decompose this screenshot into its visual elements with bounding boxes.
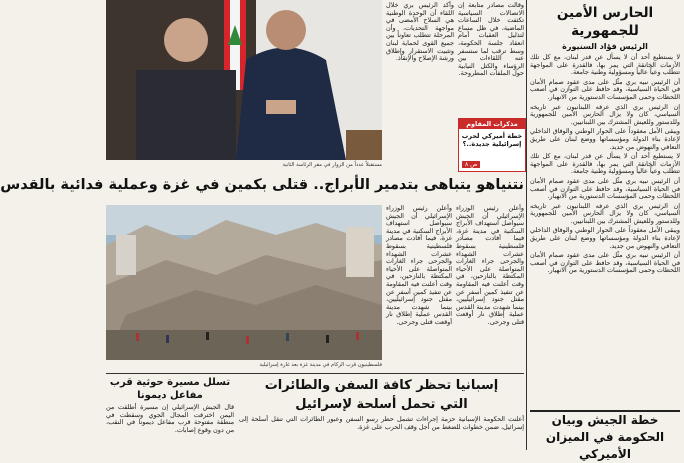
main-photo[interactable] <box>106 205 382 360</box>
story-column-1: وأعلن رئيس الوزراء الإسرائيلي أن الجيش سيواصل استهداف الأبراج السكنية في مدينة غزة، فيما أفادت مصادر فلسطينية بسقوط عشرات الشهداء والجرحى جراء الغارات المتواصلة على الأحياء المكتظة بالنازحين، في وقت أعلنت فيه المقاومة عن تنفيذ كمين أسفر عن مقتل جنود إسرائيليين، بينما شهدت مدينة القدس عملية إطلاق نار أوقعت قتلى وجرحى. <box>386 204 452 326</box>
story-column-2: وأعلن رئيس الوزراء الإسرائيلي أن الجيش سيواصل استهداف الأبراج السكنية في مدينة غزة، فيما أفادت مصادر فلسطينية بسقوط عشرات الشهداء والجرحى جراء الغارات المتواصلة على الأحياء المكتظة بالنازحين، في وقت أعلنت فيه المقاومة عن تنفيذ كمين أسفر عن مقتل جنود إسرائيليين، بينما شهدت مدينة القدس عملية إطلاق نار أوقعت قتلى وجرحى. <box>456 204 524 326</box>
right-para-8: ويبقى الأمل معقوداً على الحوار الوطني والوفاق الداخلي لإعادة بناء الدولة ومؤسساتها ووضع لبنان على طريق التعافي والنهوض من جديد. <box>530 226 680 250</box>
text-column-b: وأكد الرئيس بري خلال اللقاء أن الوحدة الوطنية هي السلاح الأمضى في مواجهة التحديات، وأن المرحلة تتطلب تعاوناً بين جميع القوى لحماية لبنان وتثبيت الاستقرار وإطلاق ورشة الإصلاح والإنقاذ. <box>386 1 454 63</box>
bottom-center-article[interactable] <box>239 376 524 450</box>
bottom-center-body: أعلنت الحكومة الإسبانية حزمة إجراءات تشمل حظر رسو السفن وعبور الطائرات التي تنقل أسلحة إلى إسرائيل، ضمن خطوات للضغط من أجل وقف الحرب على غزة. <box>239 415 524 431</box>
promo-line-2: إسرائيلية جديدة..؟ <box>462 140 522 148</box>
right-para-6: أن الرئيس نبيه بري مثّل على مدى عقود صمام الأمان في الحياة السياسية، وقد حافظ على التوازن في أصعب اللحظات وحمى المؤسسات الدستورية من الانهيار. <box>530 176 680 201</box>
right-para-3: إن الرئيس بري الذي عرفه اللبنانيون عبر تاريخه السياسي، كان ولا يزال الحارس الأمين للجمهورية وللدستور وللعيش المشترك بين اللبنانيين. <box>530 102 680 126</box>
promo-box[interactable] <box>458 118 526 172</box>
right-column <box>530 0 680 461</box>
horizontal-divider <box>106 373 524 374</box>
main-headline[interactable]: نتنياهو يتباهى بتدمير الأبراج.. قتلى بكمين في غزة وعملية فدائية بالقدس <box>0 177 524 193</box>
right-para-7: إن الرئيس بري الذي عرفه اللبنانيون عبر تاريخه السياسي، كان ولا يزال الحارس الأمين للجمهورية وللدستور وللعيش المشترك بين اللبنانيين. <box>530 201 680 225</box>
right-body <box>530 54 680 418</box>
right-para-2: أن الرئيس نبيه بري مثّل على مدى عقود صمام الأمان في الحياة السياسية، وقد حافظ على التوازن في أصعب اللحظات وحمى المؤسسات الدستورية من الانهيار. <box>530 77 680 101</box>
byline: الرئيس فؤاد السنيورة <box>562 42 648 51</box>
promo-title: مذكرات المقاوم <box>459 119 525 129</box>
bottom-right-box[interactable] <box>530 410 680 461</box>
bottom-left-body: قال الجيش الإسرائيلي إن مسيرة أطلقت من اليمن اخترقت المجال الجوي وسقطت في منطقة مفتوحة قرب مفاعل ديمونا في النقب، من دون وقوع إصابات. <box>106 403 234 434</box>
right-para-5: لا يستطيع أحد أن لا يسأل عن قدر لبنان، مع كل تلك الأزمات الخانقة التي يمر بها، فالقدرة على المواجهة تتطلب وعياً عالياً ومسؤولية وطنية جامعة. <box>530 152 680 176</box>
top-headline[interactable]: الحارس الأمين للجمهورية <box>556 5 654 39</box>
right-column-divider <box>526 0 527 450</box>
promo-line-1: خطة أميركي لحرب <box>461 132 523 140</box>
right-para-4: ويبقى الأمل معقوداً على الحوار الوطني والوفاق الداخلي لإعادة بناء الدولة ومؤسساتها ووضع لبنان على طريق التعافي والنهوض من جديد. <box>530 127 680 151</box>
text-column-a: وقالت مصادر متابعة إن الاتصالات السياسية تكثفت خلال الساعات الماضية، في ظل مساع لتذليل العقبات أمام انعقاد جلسة الحكومة، وسط ترقب لما ستسفر عنه اللقاءات بين الرؤساء والكتل النيابية حول الملفات المطروحة. <box>458 1 524 78</box>
bottom-left-box[interactable] <box>106 376 234 450</box>
top-photo[interactable] <box>106 0 382 160</box>
bottom-right-headline: خطة الجيش وبيان الحكومة في الميزان الأميركي <box>545 413 665 461</box>
bottom-center-headline-2: التي تحمل أسلحة لإسرائيل <box>295 397 468 412</box>
bottom-center-headline-1: إسبانيا تحظر كافة السفن والطائرات <box>264 378 499 393</box>
main-photo-caption: فلسطينيون قرب الركام في مدينة غزة بعد غارة إسرائيلية <box>259 362 382 368</box>
right-para-9: أن الرئيس نبيه بري مثّل على مدى عقود صمام الأمان في الحياة السياسية، وقد حافظ على التوازن في أصعب اللحظات وحمى المؤسسات الدستورية من الانهيار. <box>530 251 680 275</box>
top-photo-caption: مستقبلاً عدداً من الزوار في مقر الرئاسة الثانية <box>282 162 382 168</box>
promo-page-ref: ص ٨ <box>462 161 480 168</box>
right-para-1: لا يستطيع أحد أن لا يسأل عن قدر لبنان، مع كل تلك الأزمات الخانقة التي يمر بها، فالقدرة على المواجهة تتطلب وعياً عالياً ومسؤولية وطنية جامعة. <box>530 53 680 77</box>
bottom-left-headline: تسلل مسيرة حوثية قرب مفاعل ديمونا <box>109 377 231 401</box>
